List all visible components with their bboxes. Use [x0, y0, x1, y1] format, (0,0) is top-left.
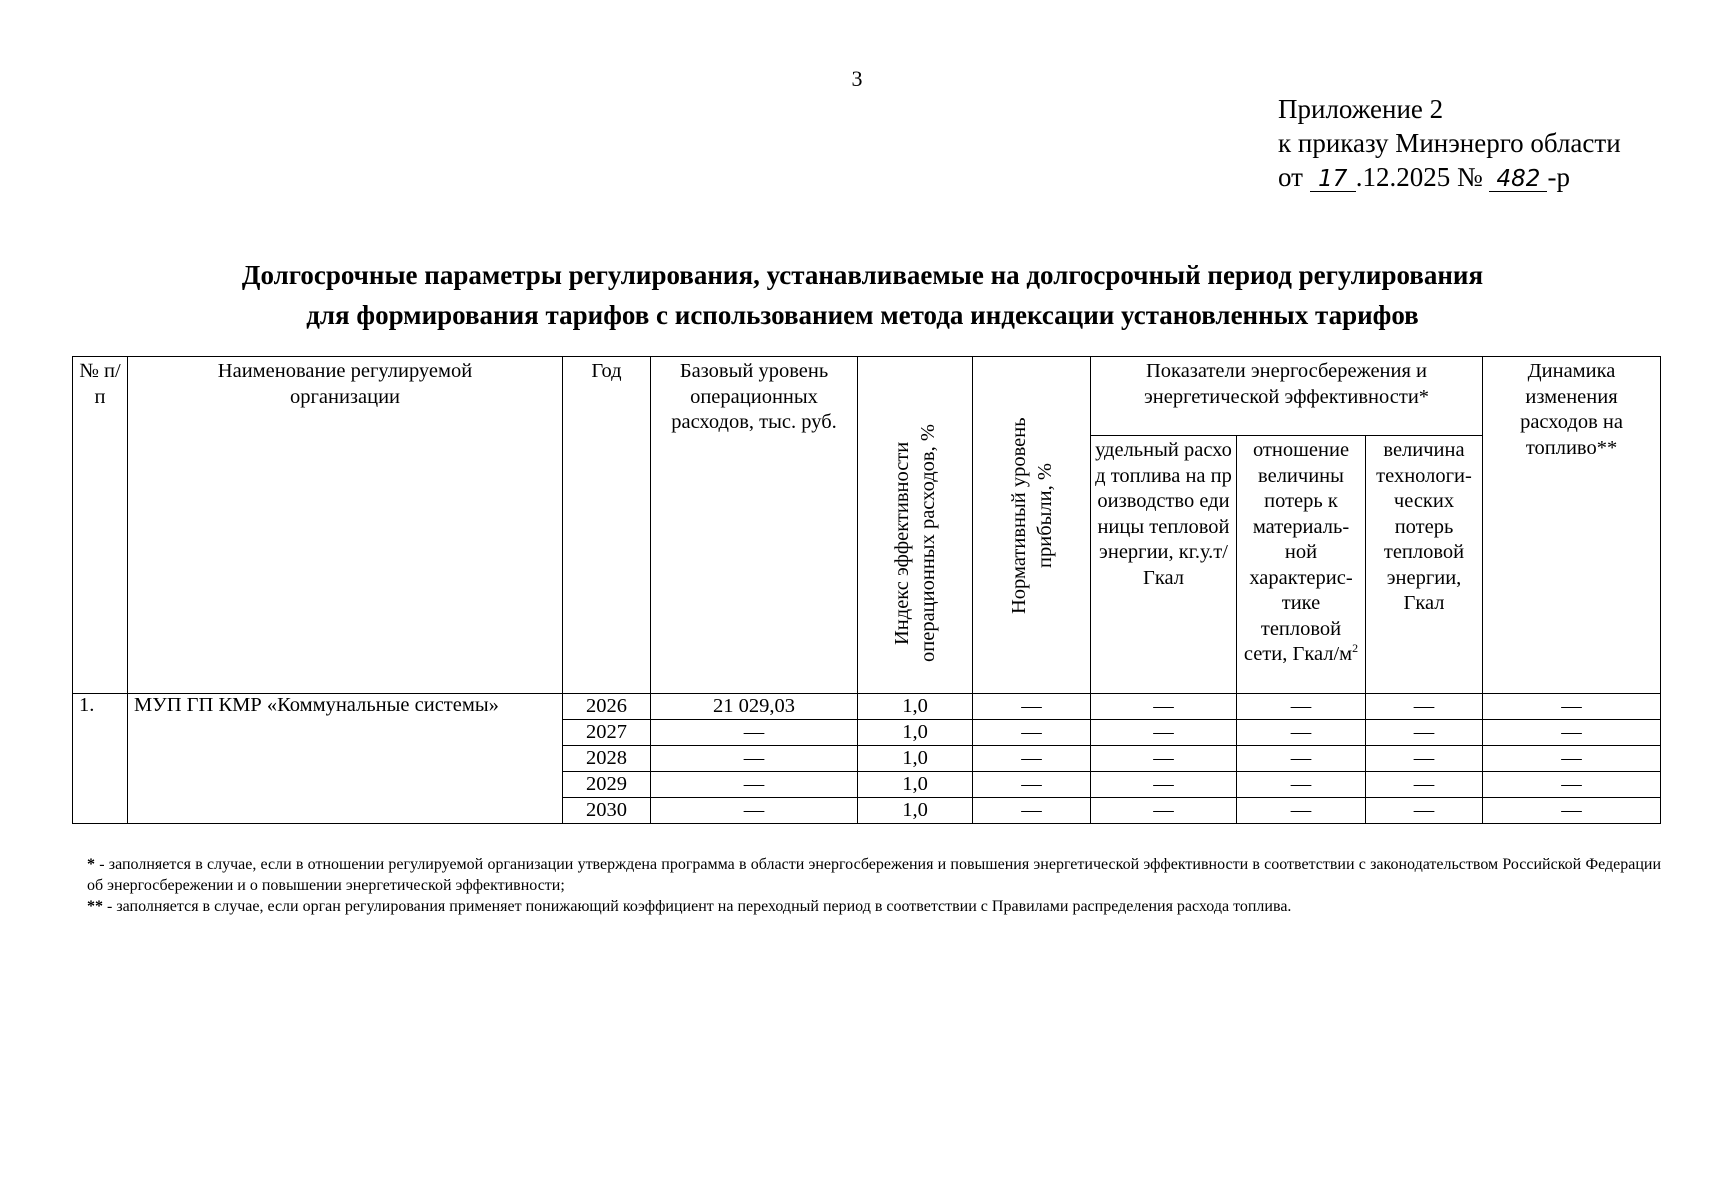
cell-dynamics: —: [1483, 798, 1661, 824]
cell-fuel: —: [1091, 798, 1237, 824]
table-row: [73, 694, 1661, 720]
cell-profit: —: [973, 798, 1091, 824]
cell-base: —: [651, 798, 858, 824]
cell-dynamics: —: [1483, 772, 1661, 798]
handwritten-day: 17: [1310, 167, 1356, 192]
cell-base: —: [651, 772, 858, 798]
header-index-label: Индекс эффективности операционных расходов, %: [891, 424, 939, 662]
order-suffix: -р: [1547, 162, 1570, 192]
header-loss-ratio-label: отношение величины потерь к материаль-ной характерис-тике тепловой сети, Гкал/м: [1243, 439, 1353, 665]
header-loss-ratio-sup: 2: [1352, 641, 1359, 656]
cell-loss-ratio: —: [1237, 720, 1366, 746]
cell-tech-loss: —: [1366, 746, 1483, 772]
date-prefix: от: [1278, 162, 1303, 192]
footnote-2-mark: **: [87, 898, 103, 915]
cell-index: 1,0: [858, 772, 973, 798]
cell-year: 2027: [563, 720, 651, 746]
header-num: № п/п: [73, 357, 128, 694]
cell-index: 1,0: [858, 746, 973, 772]
title-line-1: Долгосрочные параметры регулирования, устанавливаемые на долгосрочный период регулирования: [241, 260, 1484, 290]
footnote-2-text: - заполняется в случае, если орган регулирования применяет понижающий коэффициент на переходный период в соответствии с Правилами распределения расхода топлива.: [103, 898, 1292, 915]
cell-base: 21 029,03: [651, 694, 858, 720]
cell-year: 2029: [563, 772, 651, 798]
cell-tech-loss: —: [1366, 694, 1483, 720]
header-year: Год: [563, 357, 651, 694]
handwritten-order-number: 482: [1489, 167, 1547, 192]
appendix-date-line: [1278, 160, 1621, 194]
cell-index: 1,0: [858, 798, 973, 824]
footnote-1: [87, 854, 1661, 896]
org-number: 1.: [73, 694, 128, 824]
cell-profit: —: [973, 746, 1091, 772]
title-line-2: для формирования тарифов с использованием метода индексации установленных тарифов: [306, 300, 1419, 330]
cell-dynamics: —: [1483, 746, 1661, 772]
cell-profit: —: [973, 720, 1091, 746]
appendix-line-2: к приказу Минэнерго области: [1278, 128, 1621, 158]
cell-fuel: —: [1091, 694, 1237, 720]
header-fuel: удельный расход топлива на производство единицы тепловой энергии, кг.у.т/Гкал: [1091, 436, 1237, 694]
appendix-line-1: Приложение 2: [1278, 94, 1444, 124]
document-title: [0, 255, 1725, 335]
org-name: МУП ГП КМР «Коммунальные системы»: [128, 694, 563, 824]
footnotes: [87, 854, 1661, 917]
page-number: 3: [851, 66, 863, 91]
header-tech-loss: величина технологи-ческих потерь тепловой энергии, Гкал: [1366, 436, 1483, 694]
header-dynamics: Динамика изменения расходов на топливо**: [1483, 357, 1661, 694]
header-org: Наименование регулируемой организации: [128, 357, 563, 694]
cell-loss-ratio: —: [1237, 772, 1366, 798]
footnote-1-text: - заполняется в случае, если в отношении регулируемой организации утверждена программа в области энергосбережения и повышения энергетической эффективности в соответствии с законодательством Российской Федерации об энергосбережении и о повышении энергетической эффективности;: [87, 856, 1661, 894]
cell-tech-loss: —: [1366, 720, 1483, 746]
cell-year: 2026: [563, 694, 651, 720]
cell-index: 1,0: [858, 694, 973, 720]
footnote-1-mark: *: [87, 856, 95, 873]
appendix-block: [1278, 92, 1621, 194]
header-energy-group: Показатели энергосбережения и энергетической эффективности*: [1091, 357, 1483, 436]
header-index: [858, 357, 973, 694]
cell-profit: —: [973, 694, 1091, 720]
header-loss-ratio: [1237, 436, 1366, 694]
cell-fuel: —: [1091, 720, 1237, 746]
footnote-2: [87, 896, 1661, 917]
cell-year: 2030: [563, 798, 651, 824]
cell-profit: —: [973, 772, 1091, 798]
cell-loss-ratio: —: [1237, 694, 1366, 720]
cell-base: —: [651, 746, 858, 772]
cell-dynamics: —: [1483, 720, 1661, 746]
parameters-table: [72, 356, 1661, 824]
cell-year: 2028: [563, 746, 651, 772]
date-rest: .12.2025 №: [1355, 162, 1483, 192]
cell-tech-loss: —: [1366, 772, 1483, 798]
header-profit: [973, 357, 1091, 694]
header-base: Базовый уровень операционных расходов, тыс. руб.: [651, 357, 858, 694]
cell-index: 1,0: [858, 720, 973, 746]
cell-tech-loss: —: [1366, 798, 1483, 824]
cell-fuel: —: [1091, 746, 1237, 772]
cell-base: —: [651, 720, 858, 746]
cell-loss-ratio: —: [1237, 746, 1366, 772]
cell-fuel: —: [1091, 772, 1237, 798]
cell-dynamics: —: [1483, 694, 1661, 720]
cell-loss-ratio: —: [1237, 798, 1366, 824]
header-profit-label: Нормативный уровень прибыли, %: [1007, 417, 1056, 614]
